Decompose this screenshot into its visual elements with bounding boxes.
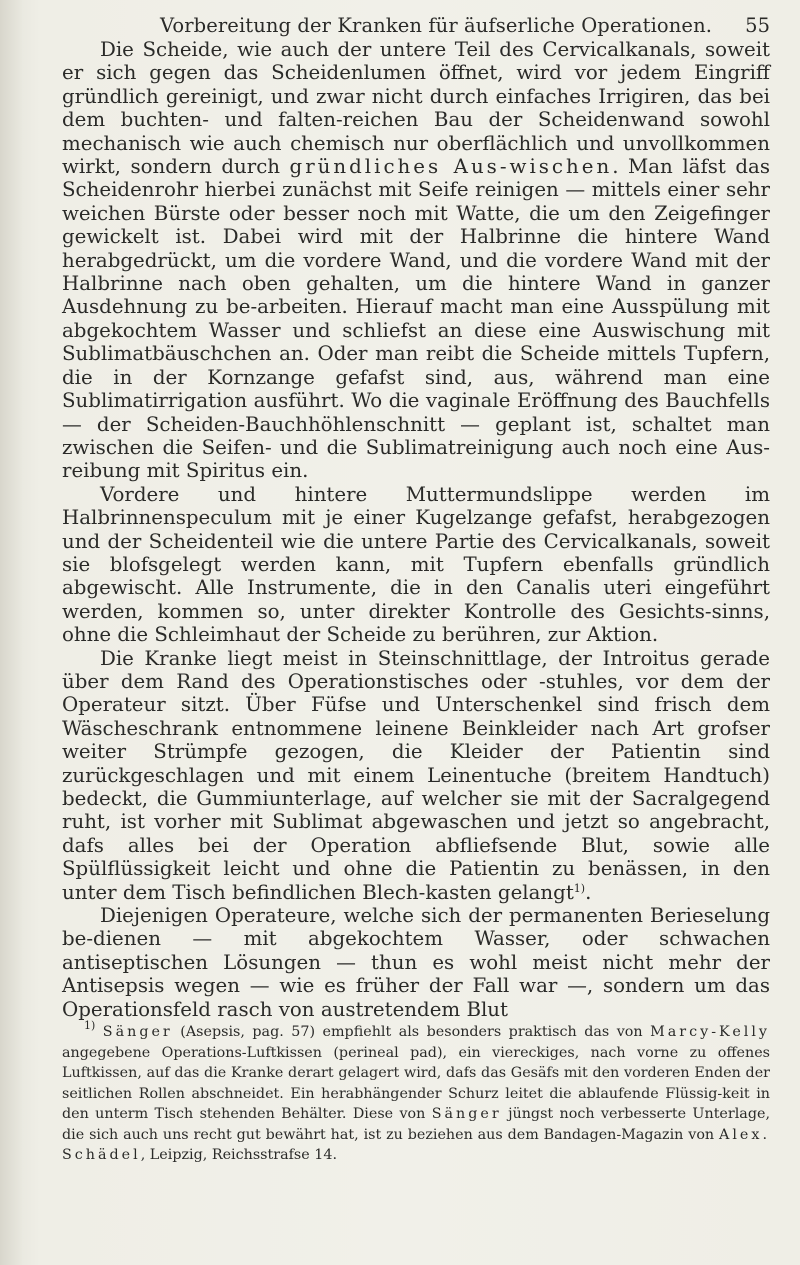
paragraph-4: Diejenigen Operateure, welche sich der permanenten Berieselung be-dienen — mit abgekochtem Wasser, oder schwachen antiseptischen Lösungen — thun es wohl meist nicht mehr der Antisepsis wegen — wie es früher der Fall war —, sondern um das Operationsfeld rasch von austretendem Blut xyxy=(62,904,770,1021)
footnote-reference: 1) xyxy=(573,881,586,895)
footnote xyxy=(62,1019,771,1166)
page-gutter-shadow xyxy=(0,0,22,1265)
running-head xyxy=(60,8,770,40)
paragraph-2: Vordere und hintere Muttermundslippe werden im Halbrinnenspeculum mit je einer Kugelzange gefafst, herabgezogen und der Scheidenteil wie die untere Partie des Cervicalkanals, soweit sie blofsgelegt werden kann, mit Tupfern ebenfalls gründlich abgewischt. Alle Instrumente, die in den Canalis uteri eingeführt werden, kommen so, unter direkter Kontrolle des Gesichts-sinns, ohne die Schleimhaut der Scheide zu berühren, zur Aktion. xyxy=(62,482,770,647)
footnote-author: Sänger xyxy=(102,1024,173,1040)
paragraph-3: Die Kranke liegt meist in Steinschnittlage, der Introitus gerade über dem Rand des Operationstisches oder -stuhles, vor dem der Operateur sitzt. Über Füfse und Unterschenkel sind frisch dem Wäscheschrank entnommene leinene Beinkleider nach Art grofser weiter Strümpfe gezogen, die Kleider der Patientin sind zurückgeschlagen und mit einem Leinentuche (breitem Handtuch) bedeckt, die Gummiunterlage, auf welcher sie mit der Sacralgegend ruht, ist vorher mit Sublimat abgewaschen und jetzt so angebracht, dafs alles bei der Operation abfliefsende Blut, sowie alle Spülflüssigkeit leicht und ohne die Patientin zu benässen, in den unter dem Tisch befindlichen Blech-kasten gelangt$^{1)}$. xyxy=(62,646,770,904)
page-number: 55 xyxy=(745,14,770,37)
footnote-marker: 1) xyxy=(84,1019,96,1032)
running-head-title: Vorbereitung der Kranken für äufserliche Operationen. xyxy=(160,14,713,37)
footnote-author: Alex. Schädel xyxy=(62,1126,770,1163)
emphasis-spaced: gründliches Aus-wischen xyxy=(289,155,613,179)
body-text xyxy=(62,38,770,1021)
footnote-author: Marcy-Kelly xyxy=(650,1024,771,1040)
paragraph-1: Die Scheide, wie auch der untere Teil des Cervicalkanals, soweit er sich gegen das Scheidenlumen öffnet, wird vor jedem Eingriff gründlich gereinigt, und zwar nicht durch einfaches Irrigiren, das bei dem buchten- und falten-reichen Bau der Scheidenwand sowohl mechanisch wie auch chemisch nur oberflächlich und unvollkommen wirkt, sondern durch gründliches Aus-wischen. Man läfst das Scheidenrohr hierbei zunächst mit Seife reinigen — mittels einer sehr weichen Bürste oder besser noch mit Watte, die um den Zeigefinger gewickelt ist. Dabei wird mit der Halbrinne die hintere Wand herabgedrückt, um die vordere Wand, und die vordere Wand mit der Halbrinne nach oben gehalten, um die hintere Wand in ganzer Ausdehnung zu be-arbeiten. Hierauf macht man eine Ausspülung mit abgekochtem Wasser und schliefst an diese eine Auswischung mit Sublimatbäuschchen an. Oder man reibt die Scheide mittels Tupfern, die in der Kornzange gefafst sind, aus, während man eine Sublimatirrigation ausführt. Wo die vaginale Eröffnung des Bauchfells — der Scheiden-Bauchhöhlenschnitt — geplant ist, schaltet man zwischen die Seifen- und die Sublimatreinigung auch noch eine Aus-reibung mit Spiritus ein. xyxy=(62,38,770,483)
footnote-text: $^{1)}$ Sänger (Asepsis, pag. 57) empfiehlt als besonders praktisch das von Marcy-Kelly angegebene Operations-Luftkissen (perineal pad), ein viereckiges, nach vorne zu offenes Luftkissen, auf das die Kranke derart gelagert wird, dafs das Gesäfs mit den vorderen Enden der seitlichen Rollen abschneidet. Ein herabhängender Schurz leitet die ablaufende Flüssig-keit in den unterm Tisch stehenden Behälter. Diese von Sänger jüngst noch verbesserte Unterlage, die sich auch uns recht gut bewährt hat, ist zu beziehen aus dem Bandagen-Magazin von Alex. Schädel, Leipzig, Reichsstrafse 14. xyxy=(62,1019,771,1163)
footnote-author: Sänger xyxy=(431,1106,502,1122)
